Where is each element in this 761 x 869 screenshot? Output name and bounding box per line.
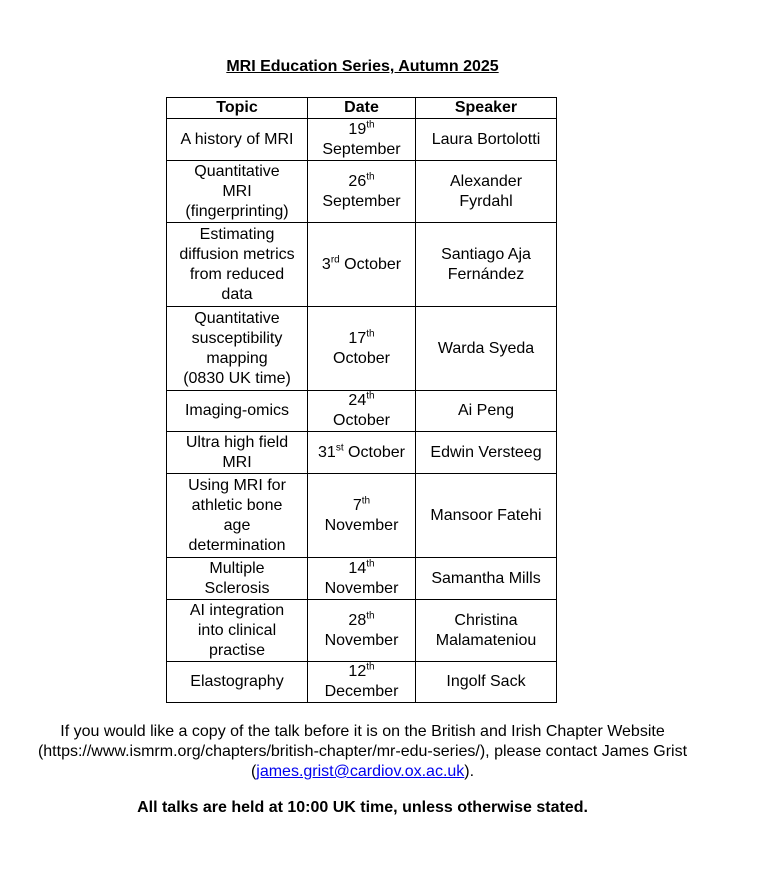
date-day [310,255,413,275]
speaker-line: Malamateniou [435,631,537,649]
date-day [310,611,413,631]
topic-line: Imaging-omics [184,402,290,419]
date-ordinal-suffix: th [366,171,375,183]
date-number: 26 [348,172,367,190]
topic-line: (0830 UK time) [183,369,291,387]
date-ordinal-suffix: th [366,661,375,673]
date-day [310,329,413,349]
header-date: Date [308,98,416,119]
email-link[interactable]: james.grist@cardiov.ox.ac.uk [256,763,465,780]
date-number: 17 [348,329,367,347]
cell-topic [167,474,308,558]
speaker-line: Edwin Versteeg [430,443,542,461]
date-number: 7 [352,496,362,514]
date-number: 19 [348,120,367,138]
header-topic: Topic [167,98,308,119]
speaker-line: Warda Syeda [437,339,535,357]
talk-schedule-table [166,97,557,703]
topic-line: Elastography [190,673,284,690]
date-day [310,391,413,411]
date-day [310,120,413,140]
date-month-line [310,631,413,651]
cell-speaker [416,307,557,391]
cell-topic [167,307,308,391]
contact-line-3 [0,762,725,782]
topic-line: A history of MRI [180,130,294,148]
date-number: 14 [348,559,367,577]
speaker-line: Christina [454,611,518,629]
speaker-line: Fernández [447,265,525,283]
topic-line: Quantitative [194,162,280,180]
date-month: October [333,349,390,367]
cell-date [308,391,416,432]
topic-line: mapping [206,349,268,367]
cell-speaker [416,600,557,662]
topic-line: Ultra high field [185,433,289,451]
paren-close: ). [464,763,475,780]
date-day [310,496,413,516]
speaker-line: Laura Bortolotti [431,130,541,148]
cell-speaker [416,662,557,703]
topic-line: into clinical [197,621,277,639]
date-ordinal-suffix: rd [330,254,340,266]
date-month: December [324,683,399,700]
cell-speaker [416,119,557,161]
cell-speaker [416,432,557,474]
date-month: September [322,140,401,158]
speaker-line: Mansoor Fatehi [430,506,542,524]
date-month-line [310,140,413,160]
date-day [310,172,413,192]
cell-date [308,662,416,703]
topic-line: (fingerprinting) [185,202,289,220]
date-ordinal-suffix: th [366,119,375,131]
cell-date [308,119,416,161]
date-month-line [310,579,413,599]
cell-speaker [416,558,557,600]
table-row [167,474,557,558]
topic-line: from reduced [189,265,285,283]
cell-topic [167,600,308,662]
topic-line: athletic bone [191,496,283,514]
table-row [167,432,557,474]
speaker-line: Ai Peng [457,402,515,419]
date-ordinal-suffix: th [366,610,375,622]
cell-date [308,474,416,558]
date-ordinal-suffix: th [361,495,371,507]
date-month-line [310,192,413,212]
date-day [310,662,413,682]
table-row [167,307,557,391]
cell-topic [167,161,308,223]
date-number: 12 [348,663,367,680]
cell-speaker [416,161,557,223]
cell-topic [167,432,308,474]
topic-line: Multiple [209,559,265,577]
date-ordinal-suffix: th [366,328,375,340]
cell-topic [167,119,308,161]
topic-line: age [223,516,251,534]
date-month: November [324,516,399,534]
cell-date [308,432,416,474]
cell-date [308,558,416,600]
cell-topic [167,558,308,600]
topic-line: Estimating [199,225,275,243]
topic-line: practise [208,641,266,659]
date-day [310,443,413,463]
topic-line: diffusion metrics [179,245,295,263]
cell-topic [167,391,308,432]
date-ordinal-suffix: st [335,442,344,454]
table-row [167,391,557,432]
topic-line: MRI [222,453,252,471]
topic-line: susceptibility [191,329,283,347]
table-row [167,119,557,161]
cell-topic [167,662,308,703]
topic-line: Quantitative [194,309,280,327]
time-note: All talks are held at 10:00 UK time, unless otherwise stated. [137,799,588,816]
table-row [167,662,557,703]
cell-date [308,600,416,662]
date-month-line [310,411,413,431]
date-month-line [310,349,413,369]
table-header-row [167,98,557,119]
contact-line-1: If you would like a copy of the talk before it is on the British and Irish Chapter Website [60,723,665,740]
topic-line: MRI [222,182,252,200]
date-day [310,559,413,579]
date-number: 24 [348,392,367,409]
contact-paragraph [0,722,725,782]
document-title: MRI Education Series, Autumn 2025 [226,58,499,75]
cell-speaker [416,223,557,307]
table-row [167,161,557,223]
topic-line: determination [188,536,286,554]
speaker-line: Santiago Aja [441,245,531,263]
date-ordinal-suffix: th [366,390,375,402]
cell-speaker [416,391,557,432]
date-month-line [310,682,413,702]
table-row [167,558,557,600]
contact-line-2: (https://www.ismrm.org/chapters/british-chapter/mr-edu-series/), please contact James Grist [37,743,688,760]
speaker-line: Samantha Mills [431,569,541,587]
date-month-line [310,516,413,536]
cell-date [308,223,416,307]
date-month: October [348,443,405,461]
date-ordinal-suffix: th [366,558,375,570]
date-month: October [344,255,402,273]
cell-speaker [416,474,557,558]
date-month: October [333,412,390,429]
paren-open: ( [250,763,257,780]
topic-line: Using MRI for [188,476,286,494]
speaker-line: Alexander [449,172,523,190]
date-month: November [324,579,399,597]
table-row [167,223,557,307]
table-row [167,600,557,662]
topic-line: Sclerosis [204,579,270,597]
table-body [167,119,557,703]
cell-topic [167,223,308,307]
cell-date [308,161,416,223]
date-number: 31 [318,443,336,461]
date-number: 28 [348,611,367,629]
speaker-line: Ingolf Sack [446,673,526,690]
cell-date [308,307,416,391]
topic-line: data [221,285,253,303]
date-number: 3 [321,255,331,273]
date-month: September [322,192,401,210]
date-month: November [324,631,399,649]
header-speaker: Speaker [416,98,557,119]
speaker-line: Fyrdahl [459,192,513,210]
topic-line: AI integration [189,601,285,619]
